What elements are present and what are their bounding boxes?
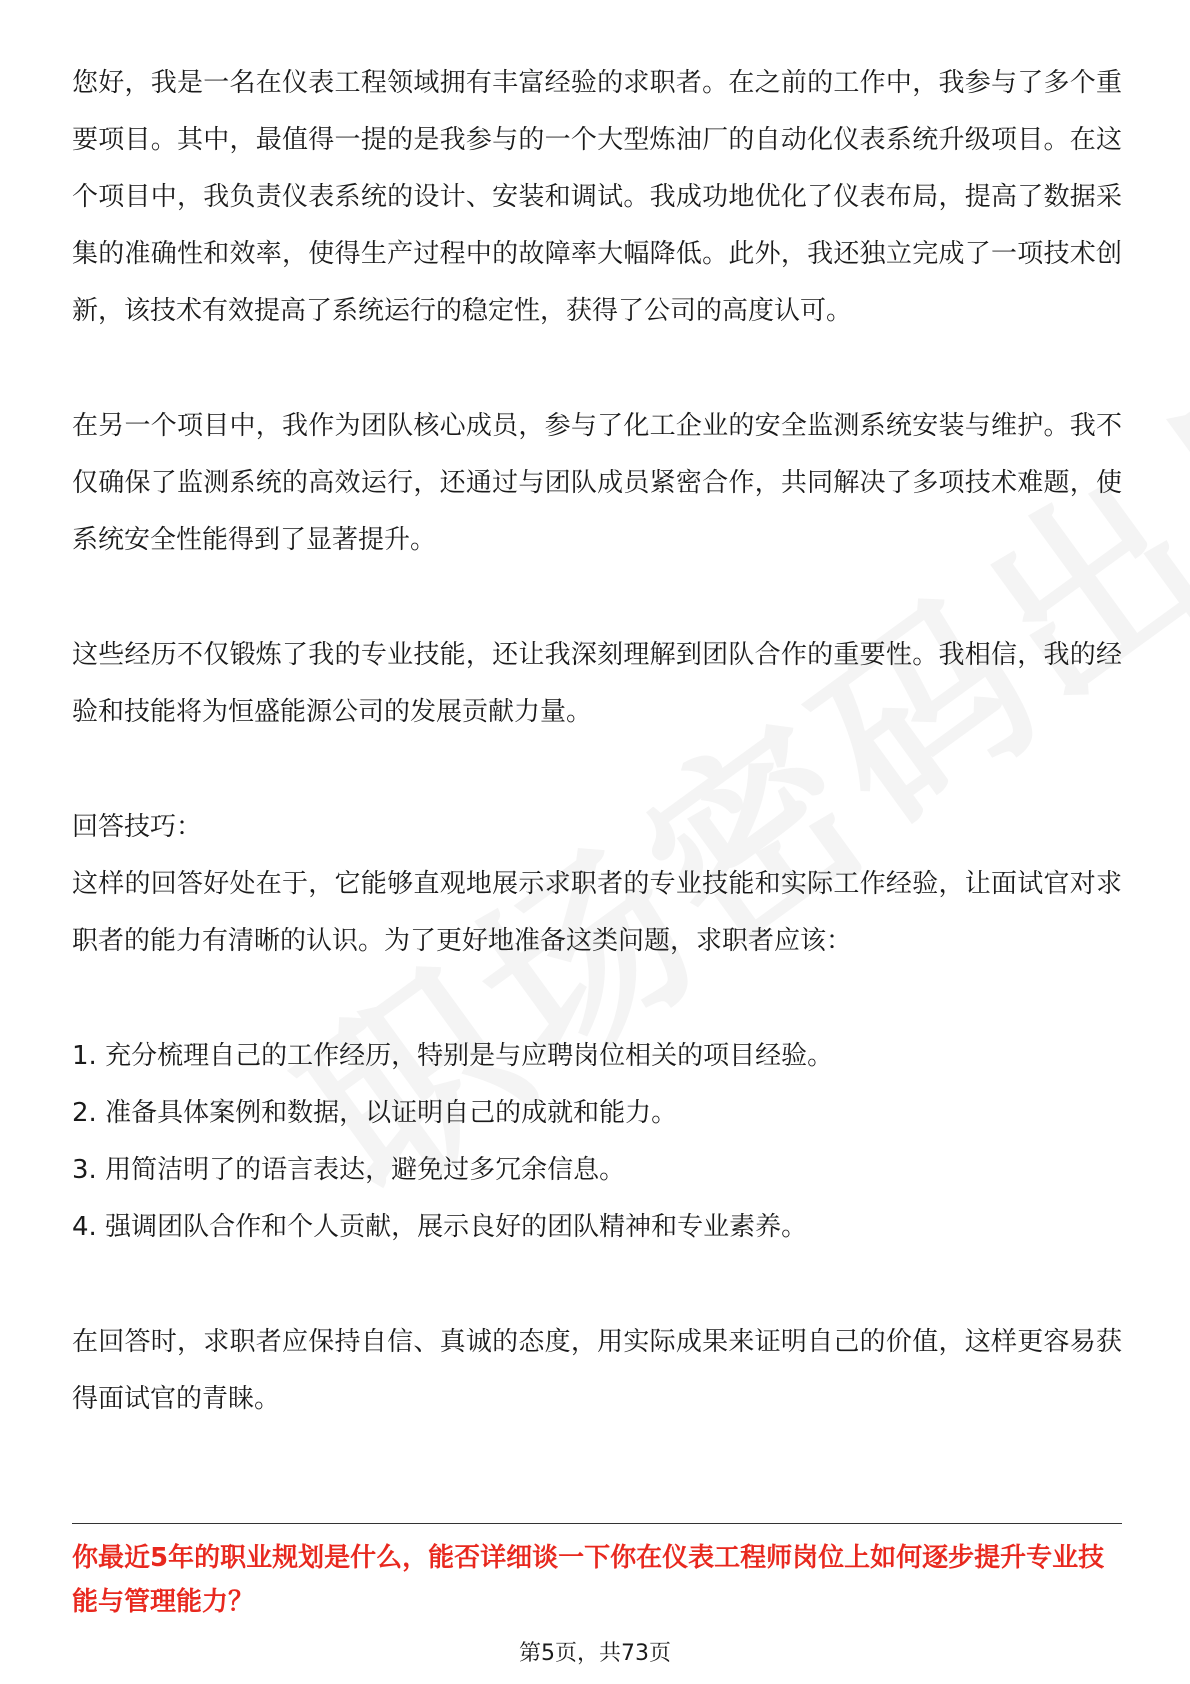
section-divider (72, 1523, 1122, 1524)
answer-paragraph-3: 这些经历不仅锻炼了我的专业技能，还让我深刻理解到团队合作的重要性。我相信，我的经验和技能将为恒盛能源公司的发展贡献力量。 (72, 640, 1122, 727)
paragraph-spacer (72, 569, 1122, 627)
paragraph-spacer (72, 970, 1122, 1028)
tips-list-item-3: 3. 用简洁明了的语言表达，避免过多冗余信息。 (72, 1155, 626, 1185)
tips-list-item-4: 4. 强调团队合作和个人贡献，展示良好的团队精神和专业素养。 (72, 1212, 808, 1242)
tips-heading: 回答技巧： (72, 812, 203, 842)
paragraph-spacer (72, 1256, 1122, 1314)
next-question-heading: 你最近5年的职业规划是什么，能否详细谈一下你在仪表工程师岗位上如何逐步提升专业技能与管理能力？ (72, 1543, 1105, 1617)
paragraph-spacer (72, 340, 1122, 398)
paragraph-spacer (72, 741, 1122, 799)
document-body (72, 55, 1122, 1428)
tips-list-item-2: 2. 准备具体案例和数据，以证明自己的成就和能力。 (72, 1098, 678, 1128)
page-number: 第5页，共73页 (519, 1641, 671, 1666)
answer-paragraph-2: 在另一个项目中，我作为团队核心成员，参与了化工企业的安全监测系统安装与维护。我不仅确保了监测系统的高效运行，还通过与团队成员紧密合作，共同解决了多项技术难题，使系统安全性能得到了显著提升。 (72, 411, 1122, 555)
closing-paragraph: 在回答时，求职者应保持自信、真诚的态度，用实际成果来证明自己的价值，这样更容易获得面试官的青睐。 (72, 1327, 1122, 1414)
answer-paragraph-1: 您好，我是一名在仪表工程领域拥有丰富经验的求职者。在之前的工作中，我参与了多个重要项目。其中，最值得一提的是我参与的一个大型炼油厂的自动化仪表系统升级项目。在这个项目中，我负责仪表系统的设计、安装和调试。我成功地优化了仪表布局，提高了数据采集的准确性和效率，使得生产过程中的故障率大幅降低。此外，我还独立完成了一项技术创新，该技术有效提高了系统运行的稳定性，获得了公司的高度认可。 (72, 68, 1122, 326)
tips-intro: 这样的回答好处在于，它能够直观地展示求职者的专业技能和实际工作经验，让面试官对求职者的能力有清晰的认识。为了更好地准备这类问题，求职者应该： (72, 869, 1122, 956)
tips-list-item-1: 1. 充分梳理自己的工作经历，特别是与应聘岗位相关的项目经验。 (72, 1041, 834, 1071)
